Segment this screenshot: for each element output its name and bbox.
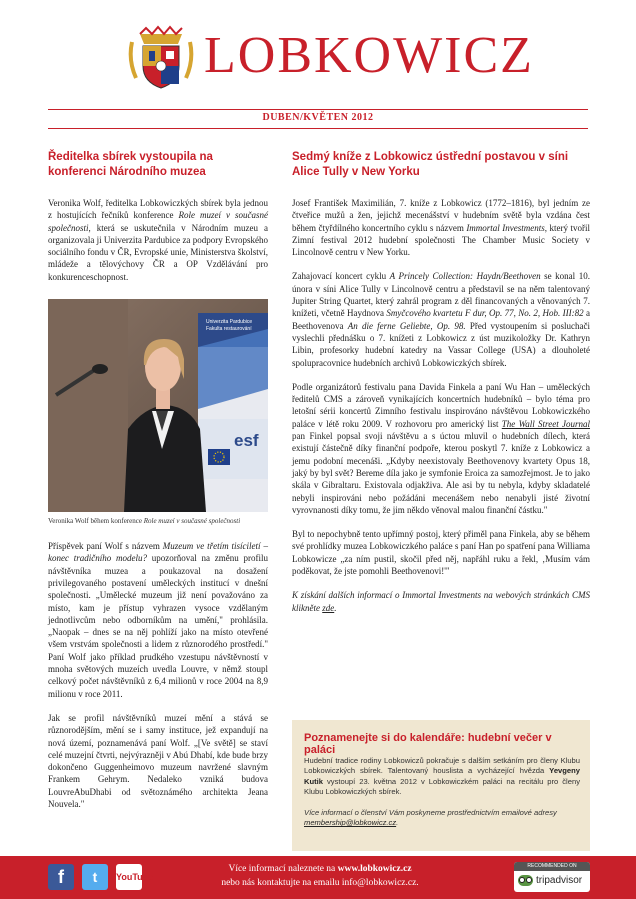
owl-icon bbox=[518, 875, 533, 886]
wall-street-journal-link[interactable]: The Wall Street Journal bbox=[501, 418, 591, 429]
tripadvisor-recommended-label: RECOMMENDED ON bbox=[514, 862, 590, 871]
photo-esf-logo: esf bbox=[234, 431, 259, 451]
twitter-icon[interactable]: t bbox=[82, 864, 108, 890]
youtube-icon[interactable]: YouTube bbox=[116, 864, 142, 890]
left-article bbox=[48, 150, 268, 810]
left-article-intro: Veronika Wolf, ředitelka Lobkowiczkých sbírek byla jednou z hostujících řečníků konference Role muzeí v současné společnosti, která se uskutečnila v Národním muzeu a organizovala ji Univerzita Pardubice za podpory Evropského sociálního fondu v ČR, Evropské unie, Ministerstva školství, mládeže a tělovýchovy ČR a OP Vzdělávání pro konkurenceschopnost. bbox=[48, 198, 268, 282]
speaker-photo bbox=[48, 299, 268, 512]
right-article-paragraph-4: Byl to nepochybně tento upřímný postoj, který přiměl pana Finkela, aby se během své prohlídky muzea Lobkowiczkého paláce s paní Han po spatření pana Williama Lobkowicze „za ním pustil, skočil před něj, napřáhl ruku a řekl, ‚Musím vám poděkovat, že jste pomohli Beethovenovi!'" bbox=[292, 529, 590, 577]
left-article-title: Ředitelka sbírek vystoupila na konferenci Národního muzea bbox=[48, 151, 213, 178]
calendar-box-text: Hudební tradice rodiny Lobkowiczů pokračuje s dalším setkáním pro členy Klubu Lobkowiczkých sbírek. Talentovaný houslista a vycházející hvězda Yevgeny Kutik vystoupí 23. května 2012 v Lobkowiczkém paláci na recitálu pro členy Klubu Lobkowiczkých sbírek. bbox=[304, 756, 580, 796]
footer-contact: Více informací naleznete na www.lobkowicz.cz nebo nás kontaktujte na emailu info@lobkowicz.cz. bbox=[221, 864, 419, 888]
membership-email-link[interactable]: membership@lobkowicz.cz bbox=[304, 818, 397, 828]
header-rule-top bbox=[48, 109, 588, 110]
header-rule-bottom bbox=[48, 128, 588, 129]
calendar-box-title: Poznamenejte si do kalendáře: hudební večer v paláci bbox=[304, 732, 552, 756]
photo-caption: Veronika Wolf během konference Role muzeí v současné společnosti bbox=[48, 517, 241, 526]
footer-email-line: nebo nás kontaktujte na emailu info@lobkowicz.cz. bbox=[221, 878, 419, 888]
right-article-paragraph-3: Podle organizátorů festivalu pana Davida Finkela a paní Wu Han – uměleckých ředitelů CMS a zároveň vynikajících koncertních hudebníků – bylo téma pro letošní sérii koncertů Zimního festivalu inspirováno návštěvou Lobkowiczkého paláce v létě roku 2009. V rozhovoru pro americký list The Wall Street Journal pan Finkel popsal svoji návštěvu a s úctou mluvil o hudebních dílech, která existují částečně díky finanční podpoře, kterou poskytl 7. kníže z Lobkowicz a jemu podobní mecenáši. „Kdyby neexistovaly Beethovenovy kvartety Opus 18, jaký by byl svět? Bereme díla jako je symfonie Eroica za samozřejmost. Je to jako skála v Gibraltaru. Existovala odjakživa. Ale asi by tu nebyla, kdyby skladatelé nebyli inspirováni nebo požádáni mecenášem nebo nenabyli jisté životní vyrovnanosti díky tomu, že jim někdo věnoval malou finanční částku." bbox=[292, 381, 591, 515]
calendar-box-note: Více informací o členství Vám poskyneme prostřednictvím emailové adresy membership@lobkowicz.cz. bbox=[304, 808, 557, 828]
tripadvisor-logo: tripadvisor bbox=[518, 873, 588, 889]
coat-of-arms-icon bbox=[126, 22, 196, 92]
right-article-paragraph-2: Zahajovací koncert cyklu A Princely Collection: Haydn/Beethoven se konal 10. února v síni Alice Tully v Lincolnově centru a představil se na něm talentovaný Jupiter String Quartet, který zahrál program z děl financovaných a věnovaných 7. knížeti, včetně Haydnova Smyčcového kvartetu F dur, Op. 77, No. 2, Hob. III:82 a Beethovenova An die ferne Geliebte, Op. 98. Před vystoupením si posluchači vyslechli přednášku o 7. knížeti z Lobkowicz z úst muzikoložky Dr. Kathryn Libin, profesorky hudební katedry na Vassar College (USA) a dlouholeté spolupracovnice hudebních archivů Lobkowiczkých sbírek. bbox=[292, 271, 590, 368]
cms-website-link[interactable]: zde bbox=[322, 602, 335, 613]
calendar-box bbox=[292, 720, 590, 851]
footer bbox=[0, 856, 636, 899]
website-link[interactable]: www.lobkowicz.cz bbox=[337, 864, 412, 874]
right-article-paragraph-1: Josef František Maximilián, 7. kníže z Lobkowicz (1772–1816), byl jedním ze čtveřice mužů a žen, jejichž mecenášství v hudebním světě byla vzdána čest během čtyřdílného koncertního cyklu s názvem Immortal Investments, který tvořil Zimní festival 2012 hudební společnosti The Chamber Music Society v Lincolnově centru v New Yorku. bbox=[292, 198, 590, 258]
tripadvisor-badge[interactable] bbox=[514, 862, 590, 892]
left-article-paragraph-2: Příspěvek paní Wolf s názvem Muzeum ve třetím tisíciletí – konec tradičního modelu? upozorňoval na změnu profilu návštěvníka muzea a poukazoval na dosažení privilegovaného postavení uměleckých institucí v dnešní společnosti. „Umělecké muzeum již není považováno za místo, kam je přístup vyhrazen vysoce vzdělaným jednotlivcům nebo odborníkům na umění," prohlásila. „Naopak – dnes se na něj pohlíží jako na místo otevřené všem vrstvám společnosti a lidem z různorodého prostředí." Paní Wolf jako příklad prudkého vzestupu návštěvností v mnoha světových muzeích uvedla Louvre, v němž stoupl celkový počet návštěvníků z 6,4 milionů v roce 2004 na 8,9 milionu v roce 2011. bbox=[48, 541, 268, 699]
right-article bbox=[292, 150, 590, 614]
header bbox=[0, 0, 636, 123]
issue-date: DUBEN/KVĚTEN 2012 bbox=[262, 112, 374, 123]
facebook-icon[interactable]: f bbox=[48, 864, 74, 890]
right-article-title: Sedmý kníže z Lobkowicz ústřední postavou v síni Alice Tully v New Yorku bbox=[292, 151, 569, 178]
left-article-paragraph-3: Jak se profil návštěvníků muzeí mění a stává se různorodějším, mění se i samy instituce, jež expandují na nová území, poznamenává paní Wolf. „[Ve světě] se staví celé muzejní čtvrti, nejvýrazněji v Abú Dhabí, kde bude brzy dokončeno Guggenheimovo muzeum navržené slavným Frankem Gehrym. Nedaleko vzniká budova LouvreAbuDhabi od světoznámého architekta Jeana Nouvela." bbox=[48, 712, 268, 810]
photo-banner: Univerzita Pardubice Fakulta restaurování bbox=[206, 319, 253, 333]
right-article-paragraph-5: K získání dalších informací o Immortal Investments na webových stránkách CMS klikněte zde. bbox=[292, 590, 590, 613]
brand-logo: LOBKOWICZ bbox=[204, 27, 534, 84]
